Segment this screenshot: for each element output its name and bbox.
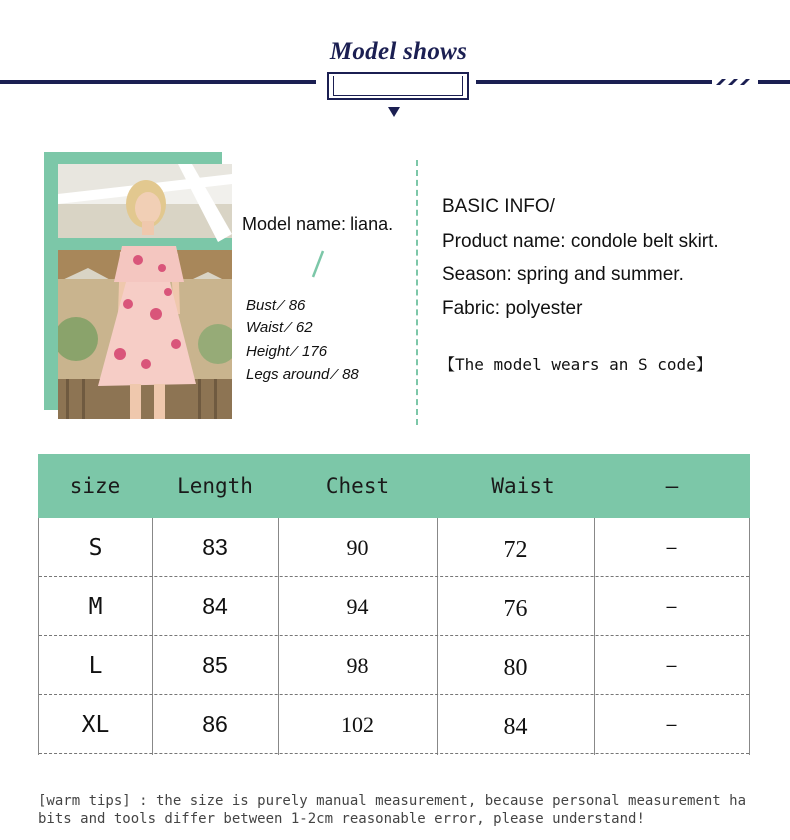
cell-chest: 90 [346, 534, 369, 560]
measurement-waist [246, 319, 313, 336]
cell-size: M [88, 593, 103, 620]
header-rule-left [0, 80, 316, 84]
cell-length: 86 [202, 711, 228, 737]
cell-length: 84 [202, 593, 228, 619]
cell-extra: – [666, 714, 677, 734]
measurement-value: 86 [288, 297, 306, 314]
measurement-label: Waist ⁄ [246, 319, 290, 336]
measurement-legs [246, 366, 359, 383]
size-table-header [38, 454, 750, 518]
cell-chest: 98 [346, 652, 369, 678]
info-product-name: Product name: condole belt skirt. [442, 231, 719, 252]
model-photo [58, 164, 232, 419]
cell-size: XL [81, 711, 110, 738]
measurement-value: 62 [295, 319, 313, 336]
header-waist: Waist [491, 474, 555, 498]
header-chest: Chest [325, 474, 390, 498]
header-extra: – [665, 474, 679, 498]
model-name-value: liana. [350, 214, 394, 234]
triangle-down-icon [388, 107, 400, 117]
table-row [39, 577, 749, 636]
table-row [39, 636, 749, 695]
warm-tips: [warm tips] : the size is purely manual measurement, because personal measurement habits and tools differ between 1-2cm reasonable error, please understand! [38, 793, 747, 827]
size-table [38, 518, 750, 755]
cell-length: 85 [202, 652, 228, 678]
cell-size: S [88, 534, 103, 561]
cell-waist: 76 [503, 596, 528, 622]
model-name [242, 214, 393, 235]
header-frame-inner [333, 76, 463, 96]
cell-length: 83 [202, 534, 228, 560]
slash-decoration [311, 250, 325, 278]
table-row [39, 518, 749, 577]
model-name-label: Model name: [242, 214, 347, 234]
cell-chest: 102 [341, 711, 374, 737]
cell-extra: – [666, 655, 677, 675]
measurement-bust [246, 297, 305, 314]
section-title: Model shows [329, 38, 468, 65]
cell-extra: – [666, 537, 677, 557]
measurement-label: Legs around ⁄ [246, 366, 337, 383]
measurement-value: 176 [302, 343, 328, 360]
table-row [39, 695, 749, 754]
info-season: Season: spring and summer. [442, 264, 684, 285]
measurement-label: Height ⁄ [246, 343, 297, 360]
cell-waist: 80 [503, 655, 528, 681]
measurement-label: Bust ⁄ [246, 297, 283, 314]
cell-extra: – [666, 596, 677, 616]
info-fabric: Fabric: polyester [442, 298, 583, 319]
header-size: size [69, 474, 121, 498]
header-length: Length [177, 474, 253, 498]
measurement-height [246, 343, 327, 360]
stripes-decoration [712, 79, 758, 85]
cell-waist: 72 [503, 537, 528, 563]
measurement-value: 88 [342, 366, 359, 383]
cell-chest: 94 [346, 593, 369, 619]
dashed-divider [416, 160, 418, 425]
cell-size: L [88, 652, 103, 679]
cell-waist: 84 [503, 714, 528, 740]
model-size-note: 【The model wears an S code】 [439, 355, 712, 374]
info-heading: BASIC INFO/ [442, 196, 555, 217]
